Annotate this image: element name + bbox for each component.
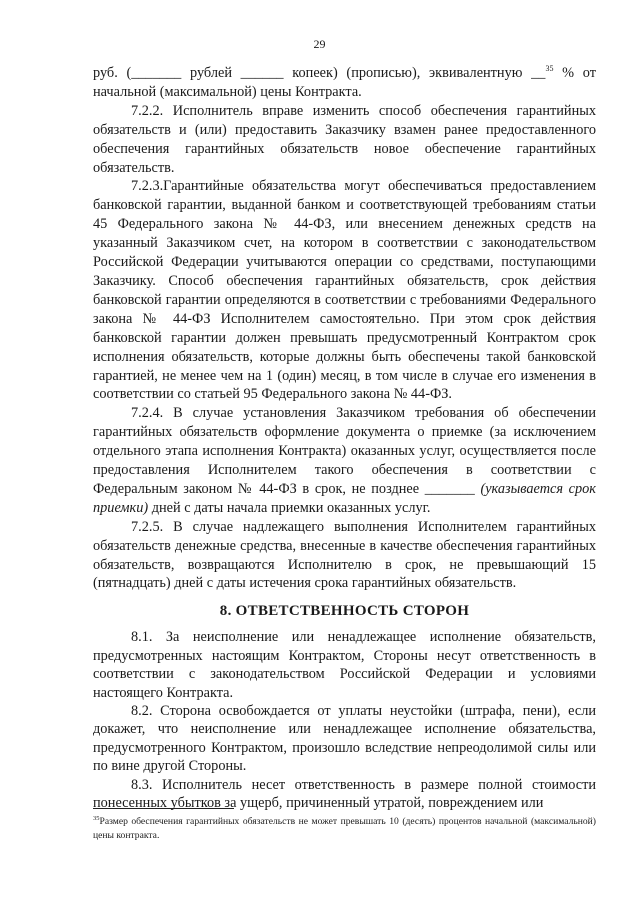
paragraph-7-2-4 (93, 404, 596, 517)
paragraph-8-3: 8.3. Исполнитель несет ответственность в размере полной стоимости понесенных убытков за ущерб, причиненный утратой, повреждением или (93, 776, 596, 811)
footnote-reference: 35 (545, 64, 554, 73)
paragraph-7-2-5: 7.2.5. В случае надлежащего выполнения Исполнителем гарантийных обязательств денежные средства, внесенные в качестве обеспечения гарантийных обязательств, возвращаются Исполнителю в срок, не превышающий 15 (пятнадцать) дней с даты истечения срока гарантийных обязательств. (93, 518, 596, 592)
footnote (93, 815, 596, 842)
document-body (93, 64, 596, 812)
paragraph-8-2: 8.2. Сторона освобождается от уплаты неустойки (штрафа, пени), если докажет, что неисполнение или ненадлежащее исполнение обязательства, предусмотренного Контрактом, произошло вследствие непреодолимой силы или по вине другой Стороны. (93, 702, 596, 775)
footnote-number: 35 (93, 815, 100, 822)
footnote-text: Размер обеспечения гарантийных обязательств не может превышать 10 (десять) процентов начальной (максимальной) цены контракта. (93, 816, 596, 841)
paragraph-price-line (93, 64, 596, 102)
paragraph-7-2-4-end: дней с даты начала приемки оказанных услуг. (148, 499, 431, 516)
paragraph-8-1: 8.1. За неисполнение или ненадлежащее исполнение обязательств, предусмотренных настоящим Контрактом, Стороны несут ответственность в соответствии с законодательством Российской Федерации и условиями настоящего Контракта. (93, 629, 596, 701)
page-number: 29 (313, 37, 326, 51)
footnote-divider (93, 808, 234, 809)
section-heading: 8. ОТВЕТСТВЕННОСТЬ СТОРОН (219, 603, 470, 620)
paragraph-7-2-4-text: 7.2.4. В случае установления Заказчиком требования об обеспечении гарантийных обязательств оформление документа о приемке (за исключением отдельного этапа исполнения Контракта) оказанных услуг, осуществляется после предоставления Исполнителем такого обеспечения в соответствии с Федеральным законом № 44-ФЗ в срок, не позднее _______ (93, 405, 596, 497)
acceptance-term-note: (указывается срок приемки) (93, 480, 596, 516)
price-line-suffix: % от начальной (максимальной) цены Контракта. (93, 65, 596, 100)
price-line-text: руб. (_______ рублей ______ копеек) (прописью), эквивалентную __ (93, 65, 546, 81)
paragraph-7-2-2: 7.2.2. Исполнитель вправе изменить способ обеспечения гарантийных обязательств и (или) предоставить Заказчику взамен ранее предоставленного обеспечения гарантийных обязательств новое обеспечение гарантийных обязательств. (93, 102, 596, 176)
paragraph-7-2-3: 7.2.3.Гарантийные обязательства могут обеспечиваться предоставлением банковской гарантии, выданной банком и соответствующей требованиям статьи 45 Федерального закона № 44-ФЗ, или внесением денежных средств на указанный Заказчиком счет, на котором в соответствии с законодательством Российской Федерации учитываются операции со средствами, поступающими Заказчику. Способ обеспечения гарантийных обязательств, срок действия банковской гарантии определяются в соответствии с требованиями Федерального закона № 44-ФЗ Исполнителем самостоятельно. При этом срок действия банковской гарантии должен превышать предусмотренный Контрактом срок исполнения обязательств, которые должны быть обеспечены такой банковской гарантией, не менее чем на 1 (один) месяц, в том числе в случае его изменения в соответствии со статьей 95 Федерального закона № 44-ФЗ. (93, 178, 596, 403)
